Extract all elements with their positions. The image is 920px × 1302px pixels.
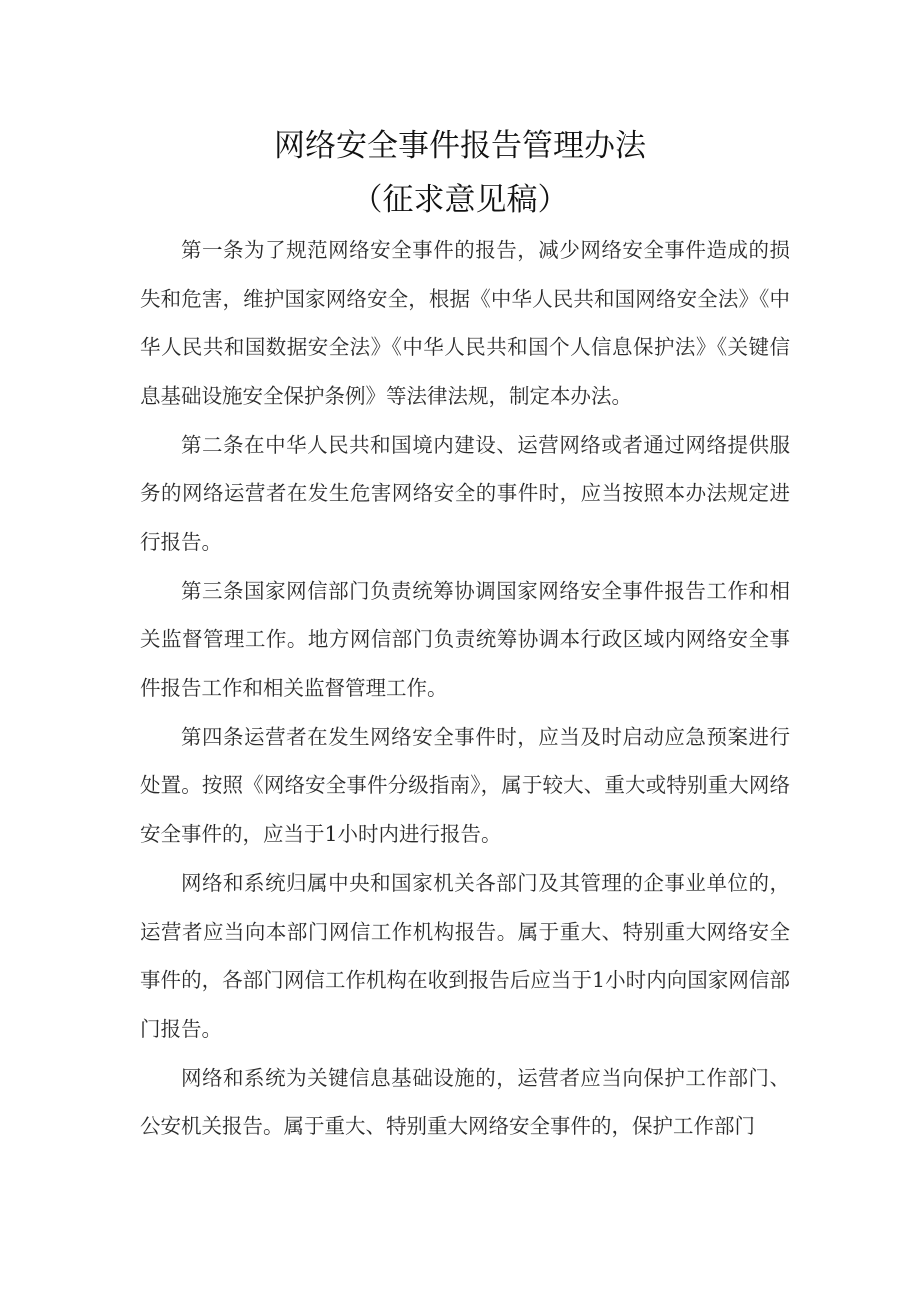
document-body [140,226,790,1151]
paragraph-article-1: 第一条为了规范网络安全事件的报告，减少网络安全事件造成的损失和危害，维护国家网络安全，根据《中华人民共和国网络安全法》《中华人民共和国数据安全法》《中华人民共和国个人信息保护法》《关键信息基础设施安全保护条例》等法律法规，制定本办法。 [140,238,790,408]
document-title: 网络安全事件报告管理办法 [274,128,646,164]
paragraph-article-4: 第四条运营者在发生网络安全事件时，应当及时启动应急预案进行处置。按照《网络安全事件分级指南》，属于较大、重大或特别重大网络安全事件的，应当于1小时内进行报告。 [140,724,790,847]
paragraph-central-agencies: 网络和系统归属中央和国家机关各部门及其管理的企事业单位的，运营者应当向本部门网信工作机构报告。属于重大、特别重大网络安全事件的，各部门网信工作机构在收到报告后应当于1小时内向国家网信部门报告。 [140,870,790,1041]
paragraph-article-3: 第三条国家网信部门负责统筹协调国家网络安全事件报告工作和相关监督管理工作。地方网信部门负责统筹协调本行政区域内网络安全事件报告工作和相关监督管理工作。 [140,578,790,700]
paragraph-article-2: 第二条在中华人民共和国境内建设、运营网络或者通过网络提供服务的网络运营者在发生危害网络安全的事件时，应当按照本办法规定进行报告。 [140,432,790,554]
document-subtitle: （征求意见稿） [351,182,569,218]
paragraph-critical-infrastructure: 网络和系统为关键信息基础设施的，运营者应当向保护工作部门、公安机关报告。属于重大、特别重大网络安全事件的，保护工作部门 [140,1065,790,1139]
